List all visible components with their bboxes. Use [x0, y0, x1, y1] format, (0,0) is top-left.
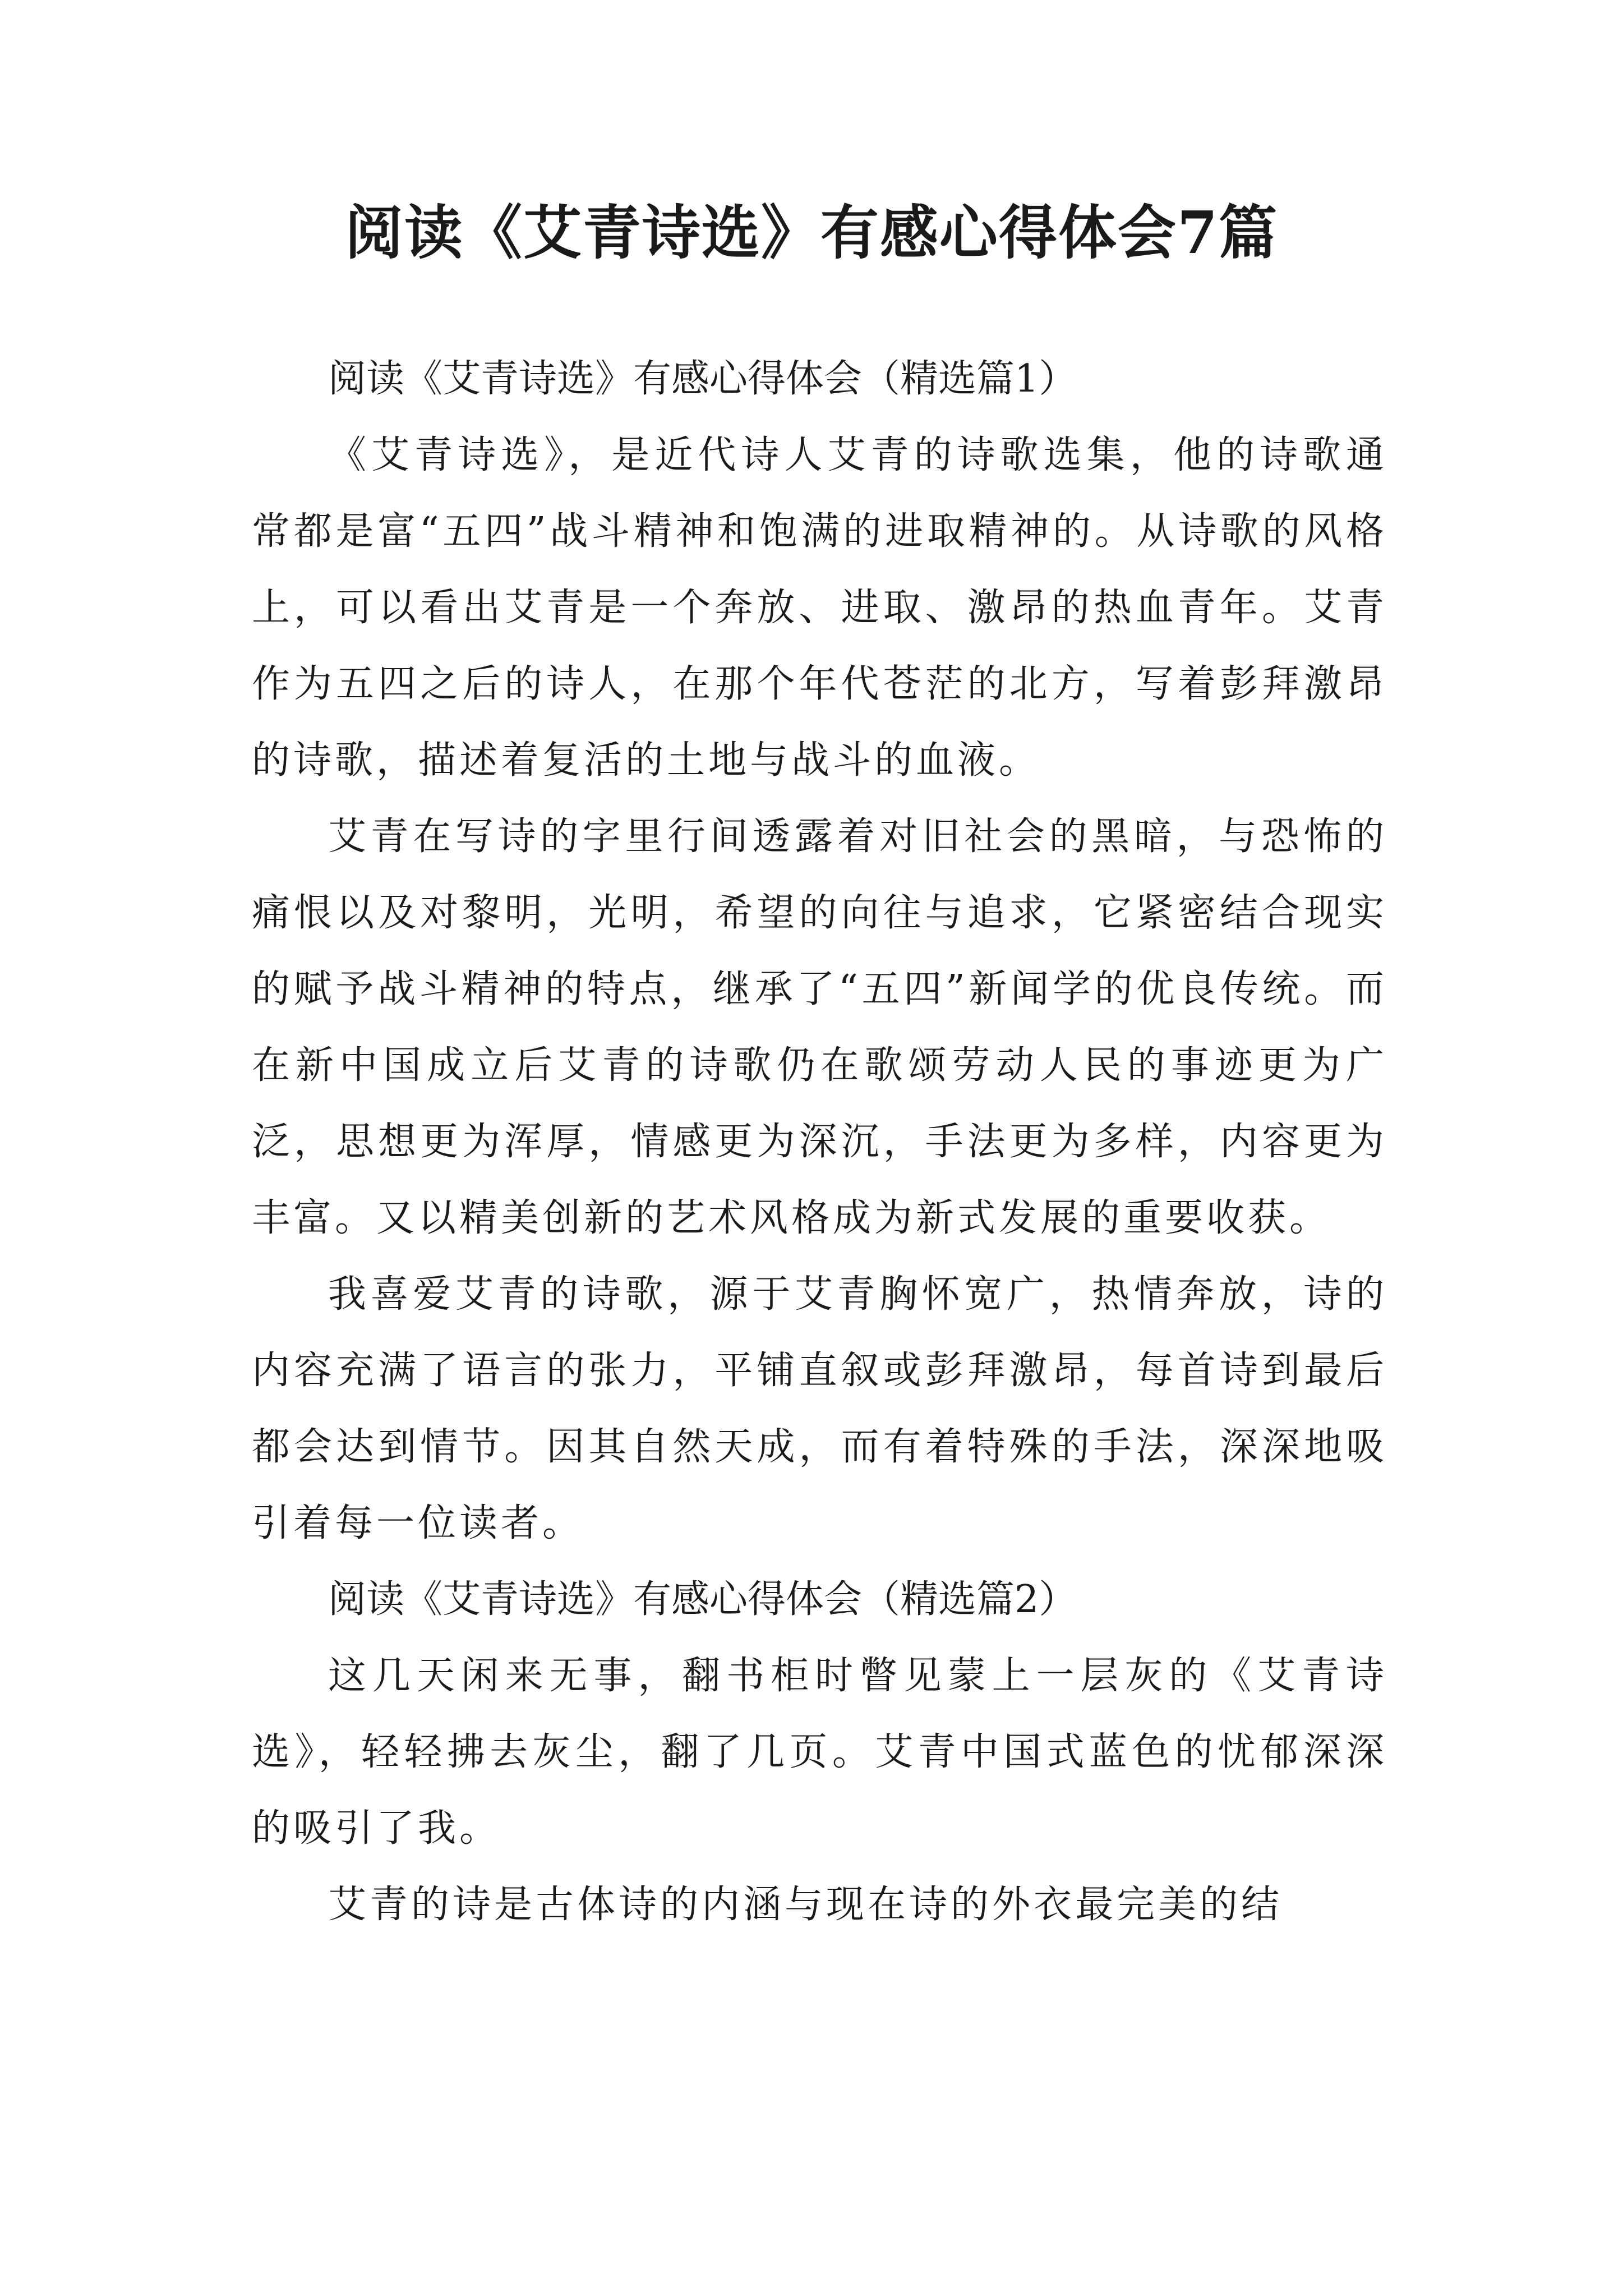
paragraph: 艾青在写诗的字里行间透露着对旧社会的黑暗，与恐怖的痛恨以及对黎明，光明，希望的向往与追求，它紧密结合现实的赋予战斗精神的特点，继承了“五四”新闻学的优良传统。而在新中国成立后艾青的诗歌仍在歌颂劳动人民的事迹更为广泛，思想更为浑厚，情感更为深沉，手法更为多样，内容更为丰富。又以精美创新的艺术风格成为新式发展的重要收获。 — [252, 815, 1387, 1240]
document-title: 阅读《艾青诗选》有感心得体会7篇 — [344, 198, 1279, 267]
document-body — [252, 341, 1387, 1943]
section-heading-2: 阅读《艾青诗选》有感心得体会（精选篇2） — [328, 1577, 1077, 1622]
section-heading-1: 阅读《艾青诗选》有感心得体会（精选篇1） — [328, 357, 1077, 401]
paragraph: 《艾青诗选》，是近代诗人艾青的诗歌选集，他的诗歌通常都是富“五四”战斗精神和饱满的进取精神的。从诗歌的风格上，可以看出艾青是一个奔放、进取、激昂的热血青年。艾青作为五四之后的诗人，在那个年代苍茫的北方，写着彭拜激昂的诗歌，描述着复活的土地与战斗的血液。 — [252, 433, 1387, 783]
paragraph: 这几天闲来无事，翻书柜时瞥见蒙上一层灰的《艾青诗选》，轻轻拂去灰尘，翻了几页。艾青中国式蓝色的忧郁深深的吸引了我。 — [252, 1654, 1387, 1851]
paragraph: 艾青的诗是古体诗的内涵与现在诗的外衣最完美的结 — [328, 1883, 1283, 1927]
paragraph: 我喜爱艾青的诗歌，源于艾青胸怀宽广，热情奔放，诗的内容充满了语言的张力，平铺直叙或彭拜激昂，每首诗到最后都会达到情节。因其自然天成，而有着特殊的手法，深深地吸引着每一位读者。 — [252, 1272, 1387, 1545]
